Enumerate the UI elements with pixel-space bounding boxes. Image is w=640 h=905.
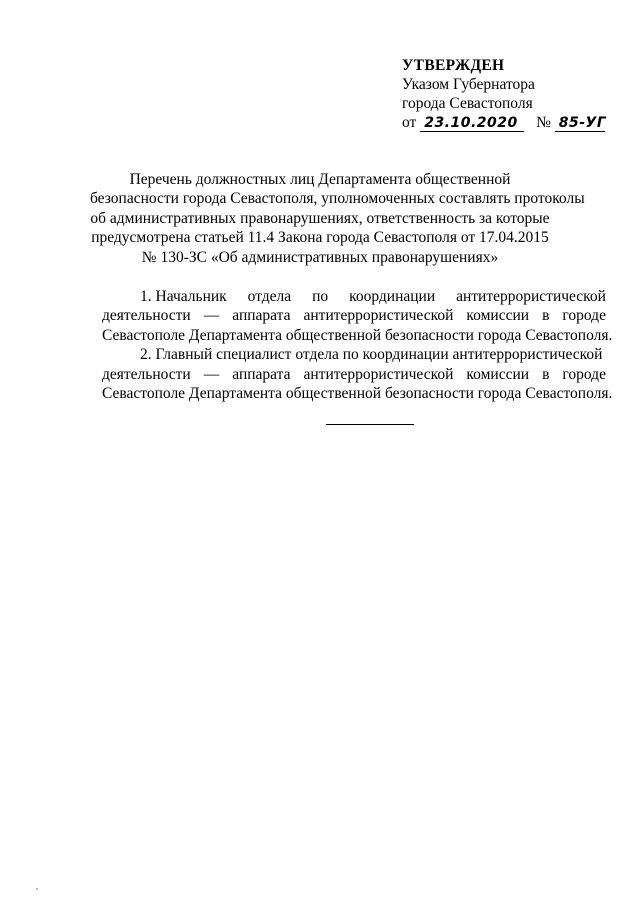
word: координации [349, 288, 436, 305]
approval-date-number-line [402, 113, 605, 132]
title-line: № 130-ЗС «Об административных правонарушениях» [141, 248, 499, 266]
word: — [203, 307, 220, 325]
word: антитеррористической [303, 307, 454, 325]
number-value: 85-УГ [555, 115, 605, 132]
list-item-2-line-1: 2. Главный специалист отдела по координации антитеррористической [140, 346, 603, 364]
list-item-1-line-3: Севастополе Департамента общественной безопасности города Севастополя. [102, 326, 613, 344]
list-item-1-line-1 [102, 287, 606, 306]
document-body [102, 287, 613, 403]
number-prefix: № [536, 114, 551, 131]
list-item-1-line-2 [102, 306, 606, 325]
word: городе [562, 365, 606, 383]
date-value: 23.10.2020 [420, 115, 524, 132]
word: в [542, 365, 550, 383]
list-item-2-line-3: Севастополе Департамента общественной безопасности города Севастополя. [102, 385, 613, 403]
date-prefix: от [402, 114, 417, 131]
word: деятельности [102, 365, 191, 383]
word: по [312, 288, 329, 305]
word: городе [562, 307, 606, 325]
word: антитеррористической [303, 365, 454, 383]
title-line: об административных правонарушениях, ответственность за которые [90, 209, 550, 227]
word: 1. Начальник [140, 288, 227, 305]
word: аппарата [232, 307, 291, 325]
word: комиссии [466, 365, 530, 383]
word: аппарата [232, 365, 291, 383]
word: — [203, 365, 220, 383]
word: в [542, 307, 550, 325]
document-title [90, 170, 585, 267]
word: отдела [247, 288, 292, 305]
title-line: безопасности города Севастополя, уполномоченных составлять протоколы [90, 190, 585, 208]
approval-stamp [402, 56, 605, 132]
title-line: предусмотрена статьей 11.4 Закона города Севастополя от 17.04.2015 [91, 229, 549, 247]
title-line: Перечень должностных лиц Департамента общественной [129, 171, 511, 188]
list-item-2-line-2 [102, 365, 606, 384]
word: антитеррористической [456, 288, 606, 305]
closing-separator-line [326, 424, 414, 425]
approval-city-line: города Севастополя [402, 95, 533, 112]
scan-dot [36, 888, 38, 890]
word: комиссии [466, 307, 530, 325]
approval-heading: УТВЕРЖДЕН [402, 57, 505, 74]
word: деятельности [102, 307, 191, 325]
approval-decree-line: Указом Губернатора [402, 76, 535, 93]
